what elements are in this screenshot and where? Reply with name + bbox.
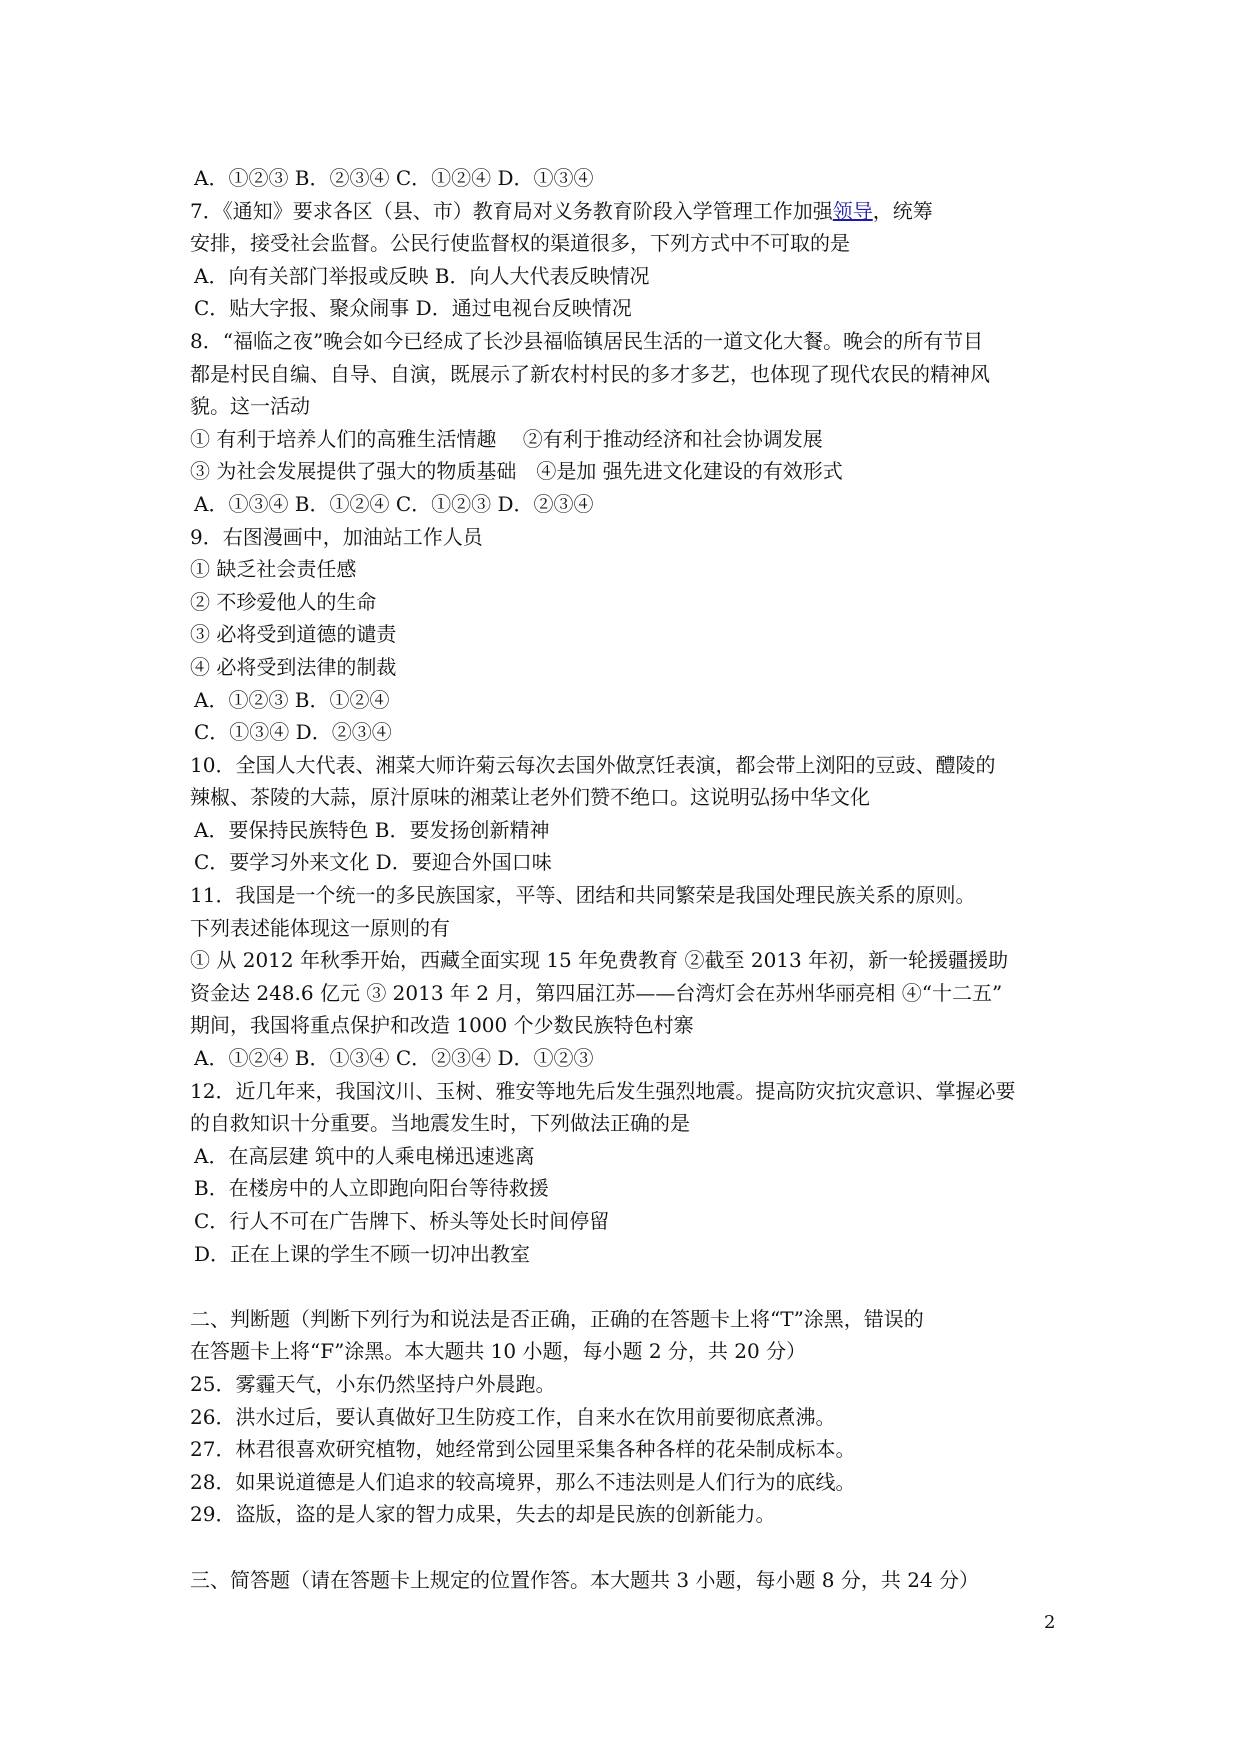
q10-options-line1: A．要保持民族特色 B．要发扬创新精神 <box>194 817 550 842</box>
q8-statements-line2: ③ 为社会发展提供了强大的物质基础 ④是加 强先进文化建设的有效形式 <box>190 459 843 484</box>
q10-stem-line2: 辣椒、茶陵的大蒜，原汁原味的湘菜让老外们赞不绝口。这说明弘扬中华文化 <box>190 785 870 810</box>
q11-statements-line3: 期间，我国将重点保护和改造 1000 个少数民族特色村寨 <box>190 1013 694 1038</box>
q9-stem: 9．右图漫画中，加油站工作人员 <box>190 524 483 549</box>
q9-options-line2: C．①③④ D．②③④ <box>194 720 392 745</box>
q7-leadership-link[interactable]: 领导 <box>832 198 873 223</box>
q10-stem-line1: 10．全国人大代表、湘菜大师许菊云每次去国外做烹饪表演，都会带上浏阳的豆豉、醴陵的 <box>190 752 996 777</box>
q7-stem-line1 <box>190 195 1070 228</box>
q7-stem-line2: 安排，接受社会监督。公民行使监督权的渠道很多，下列方式中不可取的是 <box>190 231 850 256</box>
q8-options: A．①③④ B．①②④ C．①②③ D．②③④ <box>194 491 594 516</box>
q9-statement-3: ③ 必将受到道德的谴责 <box>190 622 397 647</box>
q7-options-line2: C．贴大字报、聚众闹事 D．通过电视台反映情况 <box>194 296 632 321</box>
q7-stem-text-b: ，统筹 <box>872 198 933 223</box>
q8-stem-line2: 都是村民自编、自导、自演，既展示了新农村村民的多才多艺，也体现了现代农民的精神风 <box>190 361 990 386</box>
spacer <box>190 1531 1070 1564</box>
section2-heading-line2: 在答题卡上将“F”涂黑。本大题共 10 小题，每小题 2 分，共 20 分） <box>190 1339 807 1364</box>
q11-stem-line1: 11．我国是一个统一的多民族国家，平等、团结和共同繁荣是我国处理民族关系的原则。 <box>190 883 976 908</box>
section3-heading: 三、简答题（请在答题卡上规定的位置作答。本大题共 3 小题，每小题 8 分，共 24 分） <box>190 1567 980 1592</box>
page-number: 2 <box>1044 1612 1056 1633</box>
q9-statement-1: ① 缺乏社会责任感 <box>190 557 357 582</box>
q6-options: A．①②③ B．②③④ C．①②④ D．①③④ <box>194 166 594 190</box>
q25: 25．雾霾天气，小东仍然坚持户外晨跑。 <box>190 1371 556 1396</box>
q11-stem-line2: 下列表述能体现这一原则的有 <box>190 915 450 940</box>
q10-options-line2: C．要学习外来文化 D．要迎合外国口味 <box>194 850 552 875</box>
q11-statements-line2: 资金达 248.6 亿元 ③ 2013 年 2 月，第四届江苏——台湾灯会在苏州华丽亮相 ④“十二五” <box>190 980 1003 1005</box>
q9-statement-4: ④ 必将受到法律的制裁 <box>190 654 397 679</box>
q7-options-line1: A．向有关部门举报或反映 B．向人大代表反映情况 <box>194 263 650 288</box>
q12-option-b: B．在楼房中的人立即跑向阳台等待救援 <box>194 1176 549 1201</box>
q12-option-a: A．在高层建 筑中的人乘电梯迅速逃离 <box>194 1143 535 1168</box>
q8-stem-line1: 8．“福临之夜”晚会如今已经成了长沙县福临镇居民生活的一道文化大餐。晚会的所有节目 <box>190 328 984 353</box>
q11-options: A．①②④ B．①③④ C．②③④ D．①②③ <box>194 1046 594 1071</box>
q12-option-d: D．正在上课的学生不顾一切冲出教室 <box>194 1241 531 1266</box>
q11-statements-line1: ① 从 2012 年秋季开始，西藏全面实现 15 年免费教育 ②截至 2013 年初，新一轮援疆援助 <box>190 948 1009 973</box>
q9-options-line1: A．①②③ B．①②④ <box>194 687 390 712</box>
q12-stem-line1: 12．近几年来，我国汶川、玉树、雅安等地先后发生强烈地震。提高防灾抗灾意识、掌握必要 <box>190 1078 1016 1103</box>
q8-statements-line1: ① 有利于培养人们的高雅生活情趣 ②有利于推动经济和社会协调发展 <box>190 426 823 451</box>
q29: 29．盗版，盗的是人家的智力成果，失去的却是民族的创新能力。 <box>190 1502 776 1527</box>
section2-heading-line1: 二、判断题（判断下列行为和说法是否正确，正确的在答题卡上将“T”涂黑，错误的 <box>190 1306 924 1331</box>
q8-stem-line3: 貌。这一活动 <box>190 394 310 419</box>
q28: 28．如果说道德是人们追求的较高境界，那么不违法则是人们行为的底线。 <box>190 1469 856 1494</box>
spacer <box>190 1270 1070 1303</box>
q12-stem-line2: 的自救知识十分重要。当地震发生时，下列做法正确的是 <box>190 1111 690 1136</box>
q7-stem-text-a: 7．《通知》要求各区（县、市）教育局对义务教育阶段入学管理工作加强 <box>190 198 833 223</box>
q26: 26．洪水过后，要认真做好卫生防疫工作，自来水在饮用前要彻底煮沸。 <box>190 1404 836 1429</box>
page-content <box>190 162 1070 1596</box>
q12-option-c: C．行人不可在广告牌下、桥头等处长时间停留 <box>194 1209 610 1233</box>
q27: 27．林君很喜欢研究植物，她经常到公园里采集各种各样的花朵制成标本。 <box>190 1437 856 1462</box>
q9-statement-2: ② 不珍爱他人的生命 <box>190 589 377 614</box>
